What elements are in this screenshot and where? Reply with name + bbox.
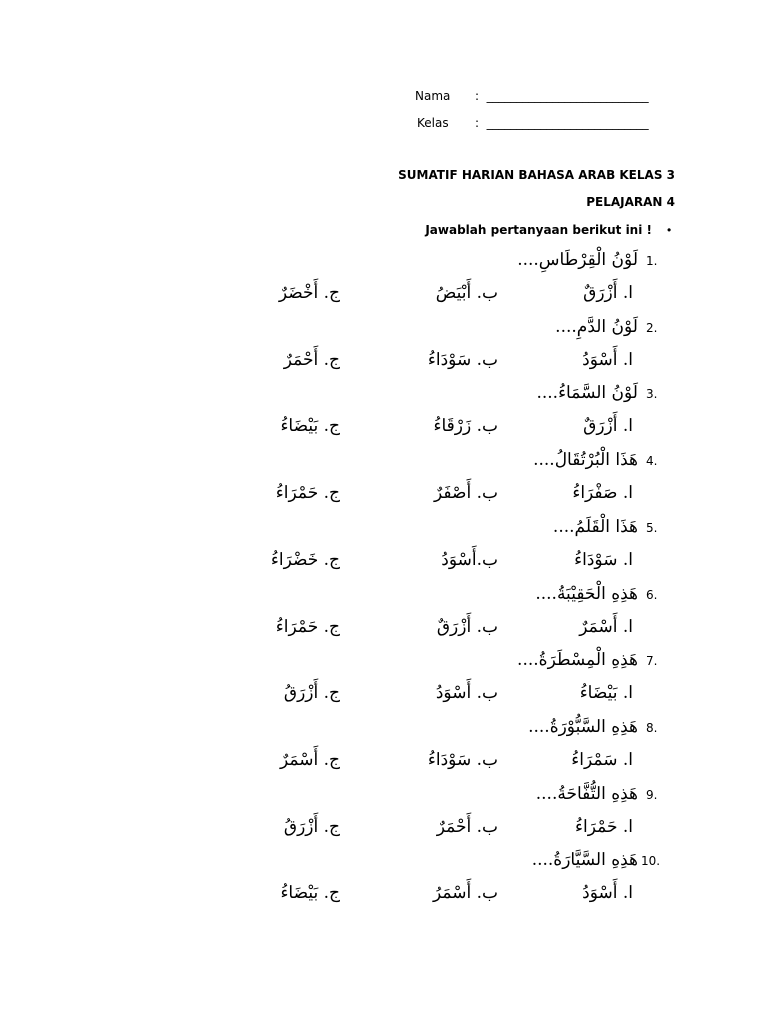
question-number: 2. — [646, 320, 658, 335]
option-c[interactable]: ج. خَضْرَاءُ — [270, 549, 340, 570]
option-b[interactable]: ب. أَبْيَضُ — [435, 283, 498, 303]
option-a[interactable]: ا. سَمْرَاءُ — [571, 749, 633, 770]
option-c[interactable]: ج. حَمْرَاءُ — [275, 616, 340, 637]
option-c[interactable]: ج. أَسْمَرٌ — [280, 749, 340, 770]
option-a[interactable]: ا. أَسْوَدُ — [582, 883, 633, 904]
question-text: لَوْنُ السَّمَاءُ.... — [536, 383, 638, 404]
question-text: لَوْنُ الْقِرْطَاسِ.... — [517, 250, 638, 270]
question-number: 9. — [646, 787, 658, 802]
question-text: هَذِهِ السَّبُّوْرَةُ.... — [528, 716, 638, 737]
question-text: هَذِهِ الْحَقِيْبَةُ.... — [535, 583, 638, 604]
option-c[interactable]: ج. أَحْمَرٌ — [283, 349, 340, 370]
option-b[interactable]: ب. أَحْمَرٌ — [436, 816, 498, 837]
option-c[interactable]: ج. حَمْرَاءُ — [275, 483, 340, 504]
class-field[interactable]: : ___________________________ — [475, 116, 649, 130]
option-a[interactable]: ا. أَسْوَدُ — [582, 349, 633, 370]
option-b[interactable]: ب.أَسْوَدُ — [441, 549, 498, 570]
option-a[interactable]: ا. سَوْدَاءُ — [574, 549, 633, 570]
option-b[interactable]: ب. أَزْرَقٌ — [436, 616, 498, 637]
option-b[interactable]: ب. أَسْوَدُ — [435, 683, 498, 704]
name-field[interactable]: : ___________________________ — [475, 89, 649, 103]
question-number: 4. — [646, 454, 658, 469]
question-number: 1. — [646, 254, 658, 268]
question-number: 6. — [646, 587, 658, 602]
option-a[interactable]: ا. بَيْضَاءُ — [579, 683, 633, 704]
question-number: 3. — [646, 387, 658, 402]
question-text: هَذَا الْقَلَمُ.... — [552, 516, 638, 537]
question-number: 8. — [646, 720, 658, 735]
option-a[interactable]: ا. أَسْمَرٌ — [579, 616, 633, 637]
question-text: هَذَا الْبُرْتُقَالُ.... — [533, 450, 638, 471]
question-text: لَوْنُ الدَّمِ.... — [555, 316, 638, 337]
option-a[interactable]: ا. أَزْرَقٌ — [583, 283, 633, 303]
name-label: Nama — [415, 89, 451, 103]
question-text: هَذِهِ الْمِسْطَرَةُ.... — [517, 650, 638, 671]
question-text: هَذِهِ التُّفَّاحَةُ.... — [535, 783, 638, 804]
option-a[interactable]: ا. أَزْرَقٌ — [583, 416, 633, 437]
class-label: Kelas — [417, 116, 449, 130]
option-a[interactable]: ا. صَفْرَاءُ — [572, 483, 633, 504]
option-c[interactable]: ج. بَيْضَاءُ — [280, 883, 340, 904]
option-b[interactable]: ب. أَسْمَرُ — [433, 883, 498, 904]
question-number: 5. — [646, 520, 658, 535]
option-b[interactable]: ب. أَصْفَرٌ — [434, 483, 498, 504]
option-c[interactable]: ج. أَزْرَقُ — [283, 816, 340, 837]
page-title: SUMATIF HARIAN BAHASA ARAB KELAS 3 — [398, 168, 675, 182]
option-c[interactable]: ج. بَيْضَاءُ — [280, 416, 340, 437]
question-number: 10. — [641, 854, 661, 869]
option-a[interactable]: ا. حَمْرَاءُ — [575, 816, 633, 837]
option-b[interactable]: ب. سَوْدَاءُ — [427, 749, 498, 770]
bullet-icon: • — [667, 223, 672, 237]
question-text: هَذِهِ السَّيَّارَةُ.... — [531, 850, 638, 871]
question-number: 7. — [646, 654, 658, 669]
option-b[interactable]: ب. زَرْقَاءُ — [433, 416, 498, 437]
option-b[interactable]: ب. سَوْدَاءُ — [427, 349, 498, 370]
instruction-text: Jawablah pertanyaan berikut ini ! — [425, 223, 652, 237]
page-subtitle: PELAJARAN 4 — [586, 195, 675, 209]
option-c[interactable]: ج. أَزْرَقُ — [283, 683, 340, 704]
option-c[interactable]: ج. أَخْضَرٌ — [278, 283, 340, 303]
